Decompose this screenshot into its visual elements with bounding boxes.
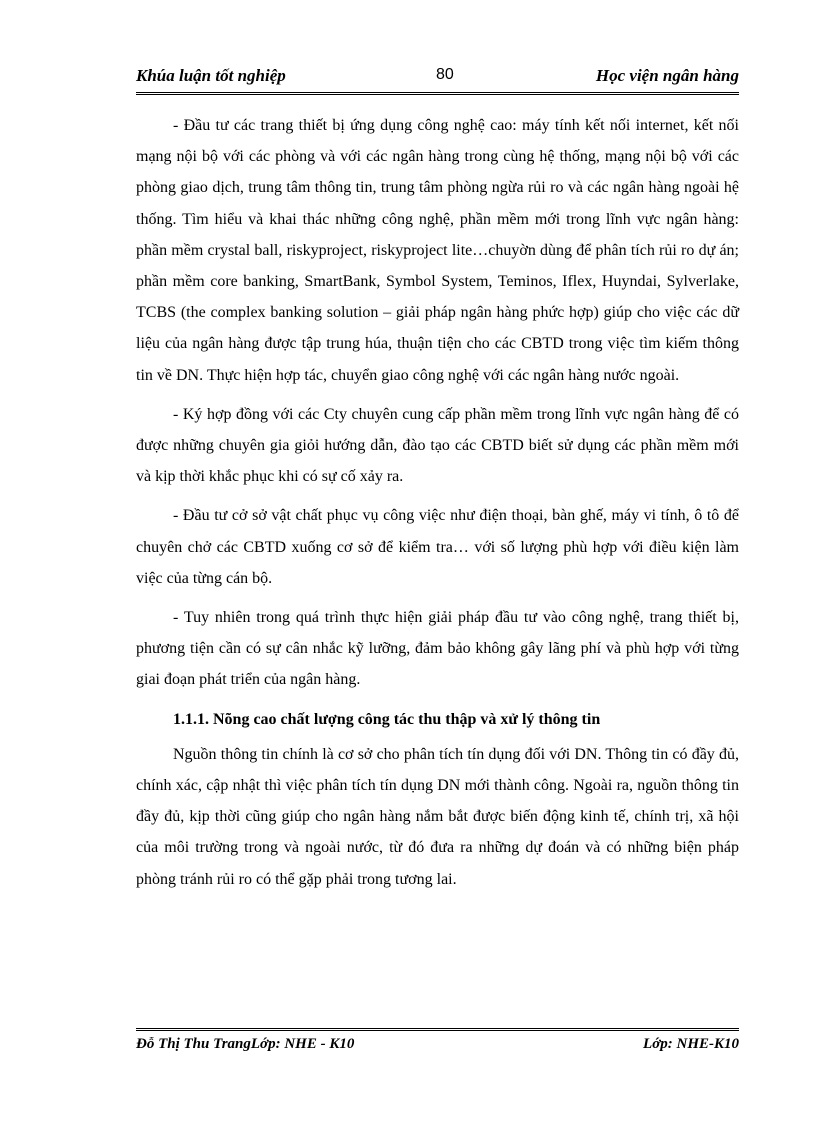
- paragraph-technology-investment: - Đầu tư các trang thiết bị ứng dụng công nghệ cao: máy tính kết nối internet, kết nối mạng nội bộ với các phòng và với các ngân hàng trong cùng hệ thống, mạng nội bộ với các phòng giao dịch, trung tâm thông tin, trung tâm phòng ngừa rủi ro và các ngân hàng ngoài hệ thống. Tìm hiểu và khai thác những công nghệ, phần mềm mới trong lĩnh vực ngân hàng: phần mềm crystal ball, riskyproject, riskyproject lite…chuyờn dùng để phân tích rủi ro dự án; phần mềm core banking, SmartBank, Symbol System, Teminos, Iflex, Huyndai, Sylverlake, TCBS (the complex banking solution – giải pháp ngân hàng phức hợp) giúp cho việc các dữ liệu của ngân hàng được tập trung húa, thuận tiện cho các CBTD trong việc tìm kiếm thông tin về DN. Thực hiện hợp tác, chuyển giao công nghệ với các ngân hàng nước ngoài.: [136, 117, 739, 384]
- section-heading: 1.1.1. Nõng cao chất lượng công tác thu thập và xử lý thông tin: [173, 710, 601, 728]
- page-header: [136, 64, 739, 95]
- paragraph-information-sources: Nguồn thông tin chính là cơ sở cho phân tích tín dụng đối với DN. Thông tin có đầy đủ, chính xác, cập nhật thì việc phân tích tín dụng DN mới thành công. Ngoài ra, nguồn thông tin đầy đủ, kịp thời cũng giúp cho ngân hàng nắm bắt được biến động kinh tế, chính trị, xã hội của môi trường trong và ngoài nước, từ đó đưa ra những dự đoán và có những biện pháp phòng tránh rủi ro có thể gặp phải trong tương lai.: [136, 745, 739, 888]
- footer-author: Đỗ Thị Thu TrangLớp: NHE - K10: [136, 1036, 355, 1052]
- header-thesis-label: Khúa luận tốt nghiệp: [136, 66, 286, 85]
- page-footer: [136, 1028, 739, 1061]
- page-number: 80: [436, 66, 454, 83]
- paragraph-facilities-investment: - Đầu tư cở sở vật chất phục vụ công việc như điện thoại, bàn ghế, máy vi tính, ô tô để chuyên chở các CBTD xuống cơ sở để kiểm tra… với số lượng phù hợp với điều kiện làm việc của từng cán bộ.: [136, 507, 739, 587]
- paragraph-software-contracts: - Ký hợp đồng với các Cty chuyên cung cấp phần mềm trong lĩnh vực ngân hàng để có được những chuyên gia giỏi hướng dẫn, đào tạo các CBTD biết sử dụng các phần mềm mới và kịp thời khắc phục khi có sự cố xảy ra.: [136, 405, 739, 486]
- header-institution: Học viện ngân hàng: [595, 66, 739, 85]
- footer-class: Lớp: NHE-K10: [643, 1036, 739, 1052]
- page-body: [136, 110, 739, 903]
- paragraph-investment-caution: - Tuy nhiên trong quá trình thực hiện giải pháp đầu tư vào công nghệ, trang thiết bị, phương tiện cần có sự cân nhắc kỹ lưỡng, đảm bảo không gây lãng phí và phù hợp với từng giai đoạn phát triển của ngân hàng.: [136, 609, 739, 689]
